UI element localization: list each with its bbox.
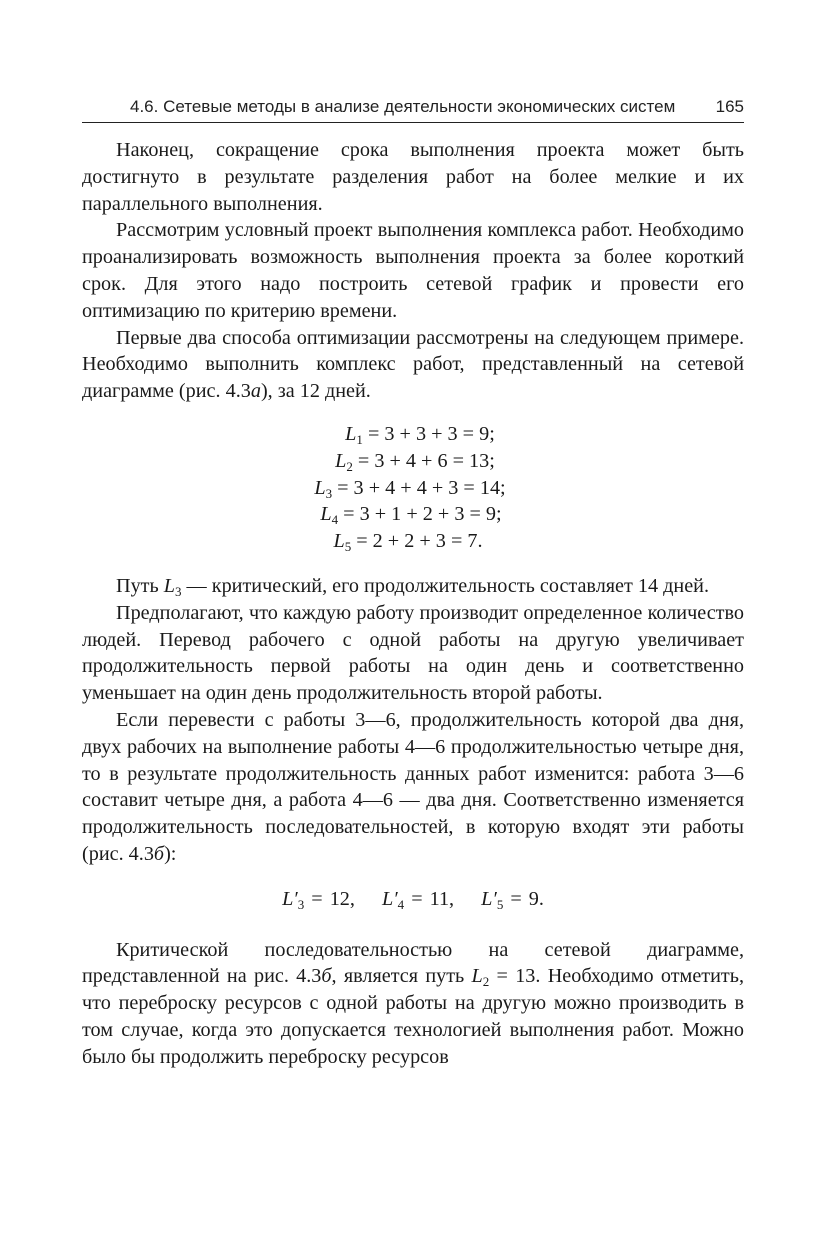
running-head — [130, 97, 744, 117]
path-formulas — [82, 421, 744, 555]
page-number: 165 — [715, 97, 744, 116]
adjusted-path-formulas — [82, 886, 744, 913]
book-page — [82, 0, 744, 1252]
figure-ref: б — [153, 842, 165, 865]
chapter-title: 4.6. Сетевые методы в анализе деятельности экономических систем — [130, 97, 676, 116]
paragraph-7: Критической последовательностью на сетевой диаграмме, представленной на рис. 4.3б, является путь $L_2 = 13$. Необходимо отметить, что переброску ресурсов с одной работы на другую можно производить в том случае, когда это допускается технологией выполнения работ. Можно было бы продолжить переброску ресурсов — [82, 938, 744, 1068]
paragraph-4: Путь $L_3$ — критический, его продолжительность составляет 14 дней. — [116, 574, 710, 599]
formula-item: $L'_5 = 9$. — [481, 887, 544, 912]
formula-line: $L_1 = 3 + 3 + 3 = 9$; — [345, 422, 495, 447]
formula-item: $L'_4 = 11$, — [381, 887, 455, 912]
body-text — [82, 137, 744, 1071]
formula-item: $L'_3 = 12$, — [282, 887, 355, 912]
figure-ref: а — [250, 380, 261, 403]
figure-ref: б — [321, 965, 332, 988]
formula-line: $L_3 = 3 + 4 + 4 + 3 = 14$; — [314, 476, 506, 501]
header-rule — [82, 122, 744, 123]
paragraph-2: Рассмотрим условный проект выполнения комплекса работ. Необходимо проанализировать возможность выполнения проекта за более короткий срок. Для этого надо построить сетевой график и провести его оптимизацию по критерию времени. — [82, 219, 744, 322]
paragraph-5: Предполагают, что каждую работу производит определенное количество людей. Перевод рабочего с одной работы на другую увеличивает продолжительность первой работы на один день и соответственно уменьшает на один день продолжительность второй работы. — [82, 601, 744, 705]
formula-line: $L_4 = 3 + 1 + 2 + 3 = 9$; — [320, 503, 502, 528]
formula-line: $L_5 = 2 + 2 + 3 = 7$. — [333, 530, 483, 555]
paragraph-1: Наконец, сокращение срока выполнения проекта может быть достигнуто в результате разделения работ на более мелкие и их параллельного выполнения. — [82, 139, 744, 215]
formula-line: $L_2 = 3 + 4 + 6 = 13$; — [335, 449, 495, 474]
paragraph-3: Первые два способа оптимизации рассмотрены на следующем примере. Необходимо выполнить комплекс работ, представленный на сетевой диаграмме (рис. 4.3а), за 12 дней. — [82, 326, 744, 403]
paragraph-6: Если перевести с работы 3—6, продолжительность которой два дня, двух рабочих на выполнение работы 4—6 продолжительностью четыре дня, то в результате продолжительность данных работ изменится: работа 3—6 составит четыре дня, а работа 4—6 — два дня. Соответственно изменяется продолжительность последовательностей, в которую входят эти работы (рис. 4.3б): — [82, 708, 744, 865]
